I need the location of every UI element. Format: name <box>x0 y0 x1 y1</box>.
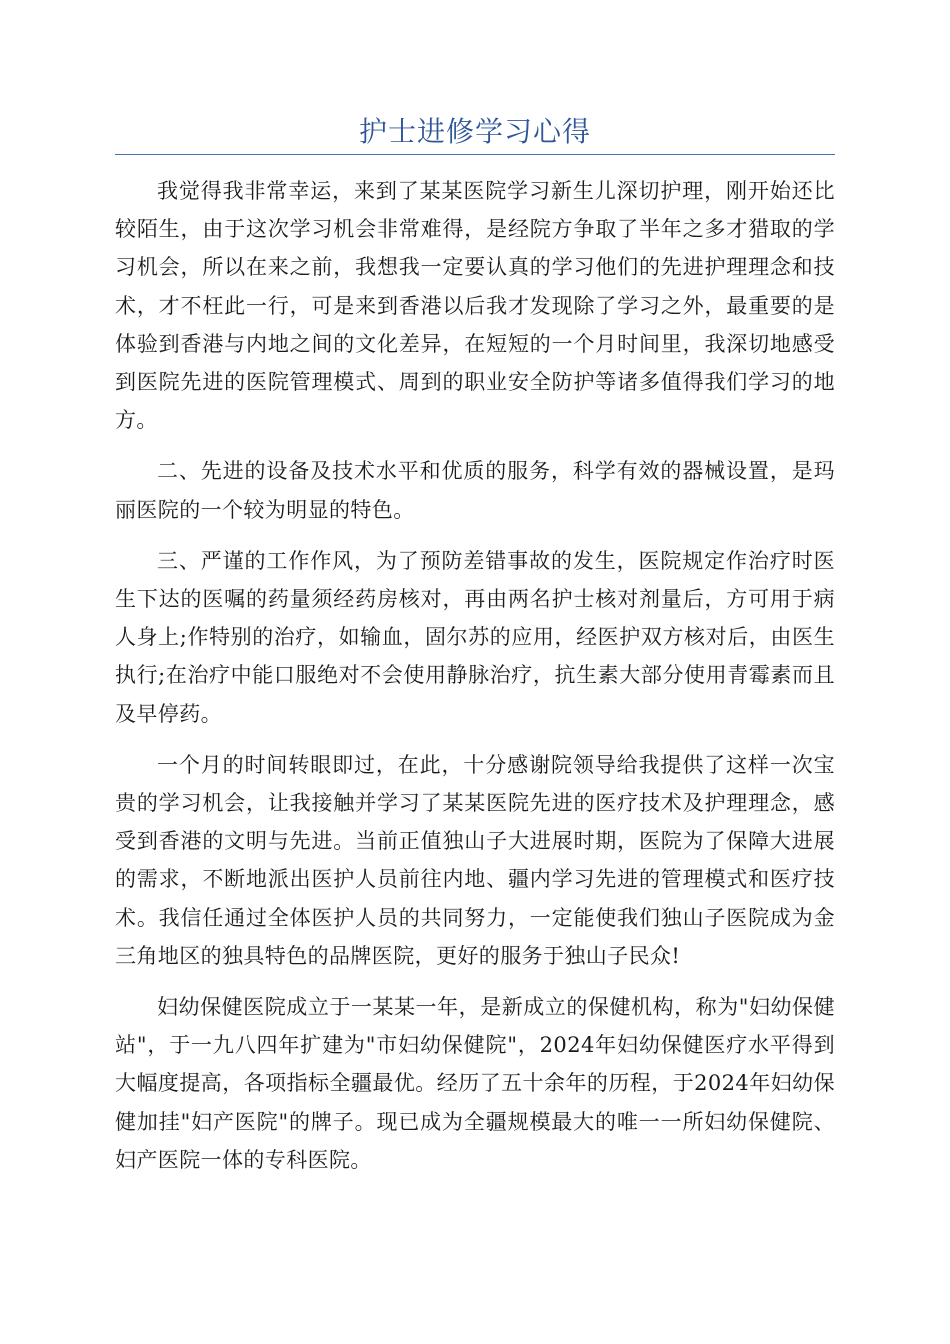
document-title: 护士进修学习心得 <box>358 115 591 148</box>
title-underline <box>115 154 835 155</box>
paragraph-work-style: 三、严谨的工作作风，为了预防差错事故的发生，医院规定作治疗时医生下达的医嘱的药量须经药房核对，再由两名护士核对剂量后，方可用于病人身上;作特别的治疗，如输血，固尔苏的应用，经医护双方核对后，由医生执行;在治疗中能口服绝对不会使用静脉治疗，抗生素大部分使用青霉素而且及早停药。 <box>115 548 835 726</box>
paragraph-hospital-history: 妇幼保健医院成立于一某某一年，是新成立的保健机构，称为"妇幼保健站"，于一九八四年扩建为"市妇幼保健院"，2024年妇幼保健医疗水平得到大幅度提高，各项指标全疆最优。经历了五十余年的历程，于2024年妇幼保健加挂"妇产医院"的牌子。现已成为全疆规模最大的唯一一所妇幼保健院、妇产医院一体的专科医院。 <box>115 995 835 1172</box>
paragraph-equipment: 二、先进的设备及技术水平和优质的服务，科学有效的器械设置，是玛丽医院的一个较为明显的特色。 <box>115 459 835 522</box>
paragraph-intro: 我觉得我非常幸运，来到了某某医院学习新生儿深切护理，刚开始还比较陌生，由于这次学习机会非常难得，是经院方争取了半年之多才猎取的学习机会，所以在来之前，我想我一定要认真的学习他们的先进护理理念和技术，才不枉此一行，可是来到香港以后我才发现除了学习之外，最重要的是体验到香港与内地之间的文化差异，在短短的一个月时间里，我深切地感受到医院先进的医院管理模式、周到的职业安全防护等诸多值得我们学习的地方。 <box>115 179 835 433</box>
paragraph-gratitude: 一个月的时间转眼即过，在此，十分感谢院领导给我提供了这样一次宝贵的学习机会，让我接触并学习了某某医院先进的医疗技术及护理理念，感受到香港的文明与先进。当前正值独山子大进展时期，医院为了保障大进展的需求，不断地派出医护人员前往内地、疆内学习先进的管理模式和医疗技术。我信任通过全体医护人员的共同努力，一定能使我们独山子医院成为金三角地区的独具特色的品牌医院，更好的服务于独山子民众! <box>115 752 835 968</box>
document-body <box>115 172 835 1192</box>
